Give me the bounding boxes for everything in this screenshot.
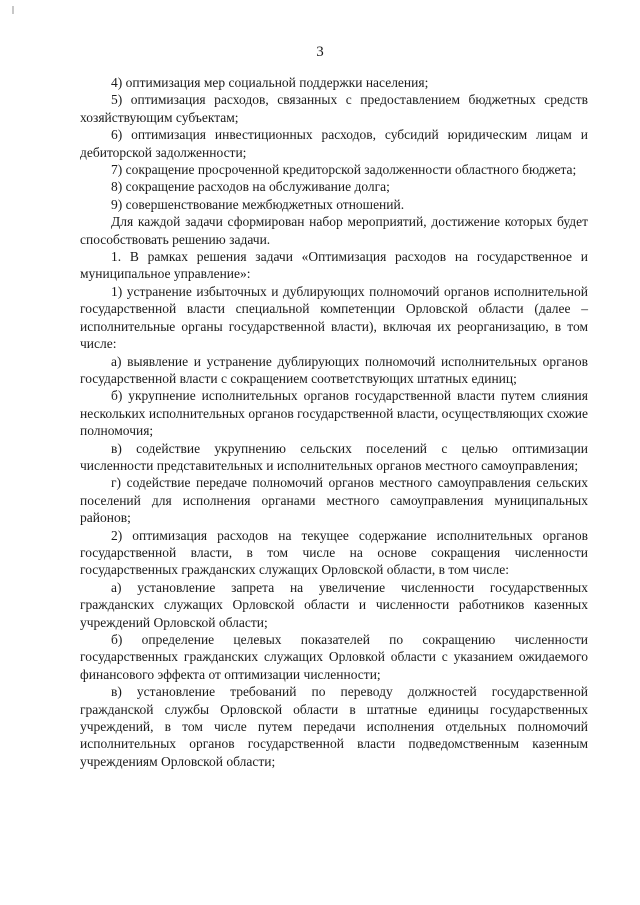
list-item-6: 6) оптимизация инвестиционных расходов, субсидий юридическим лицам и дебиторской задолженности; — [80, 127, 588, 160]
scan-mark — [12, 6, 14, 14]
document-body — [80, 74, 588, 770]
list-item-5: 5) оптимизация расходов, связанных с предоставлением бюджетных средств хозяйствующим субъектам; — [80, 92, 588, 125]
subsection-1-item-a: а) выявление и устранение дублирующих полномочий исполнительных органов государственной власти с сокращением соответствующих штатных единиц; — [80, 353, 588, 386]
subsection-1-item-v: в) содействие укрупнению сельских поселений с целью оптимизации численности представительных и исполнительных органов местного самоуправления; — [80, 440, 588, 473]
list-item-9: 9) совершенствование межбюджетных отношений. — [111, 196, 405, 212]
subsection-2-item-b: б) определение целевых показателей по сокращению численности государственных гражданских служащих Орловкой области с указанием ожидаемого финансового эффекта от оптимизации численности; — [80, 632, 588, 682]
list-item-7: 7) сокращение просроченной кредиторской задолженности областного бюджета; — [111, 162, 577, 178]
list-item-4: 4) оптимизация мер социальной поддержки населения; — [111, 75, 429, 90]
page-number: 3 — [316, 44, 324, 60]
list-item-8: 8) сокращение расходов на обслуживание долга; — [111, 179, 390, 195]
subsection-2-item-v: в) установление требований по переводу должностей государственной гражданской службы Орловской области в штатные единицы государственных учреждений, в том числе путем передачи исполнения отдельных полномочий исполнительных органов государственной власти подведомственным казенным учреждениям Орловской области; — [80, 684, 588, 769]
subsection-1-item-g: г) содействие передаче полномочий органов местного самоуправления сельских поселений для исполнения органами местного самоуправления муниципальных районов; — [80, 475, 588, 526]
subsection-1: 1) устранение избыточных и дублирующих полномочий органов исполнительной государственной власти специальной компетенции Орловской области (далее – исполнительные органы государственной власти), включая их реорганизацию, в том числе: — [80, 283, 588, 352]
subsection-1-item-b: б) укрупнение исполнительных органов государственной власти путем слияния нескольких исполнительных органов государственной власти, осуществляющих схожие полномочия; — [80, 388, 588, 439]
section-1-heading: 1. В рамках решения задачи «Оптимизация расходов на государственное и муниципальное управление»: — [80, 249, 588, 282]
paragraph-tasks-intro: Для каждой задачи сформирован набор мероприятий, достижение которых будет способствовать решению задачи. — [80, 214, 588, 247]
subsection-2: 2) оптимизация расходов на текущее содержание исполнительных органов государственной власти, в том числе на основе сокращения численности государственных гражданских служащих Орловской области, в том числе: — [80, 527, 588, 578]
subsection-2-item-a: а) установление запрета на увеличение численности государственных гражданских служащих Орловской области и численности работников казенных учреждений Орловской области; — [80, 579, 588, 630]
